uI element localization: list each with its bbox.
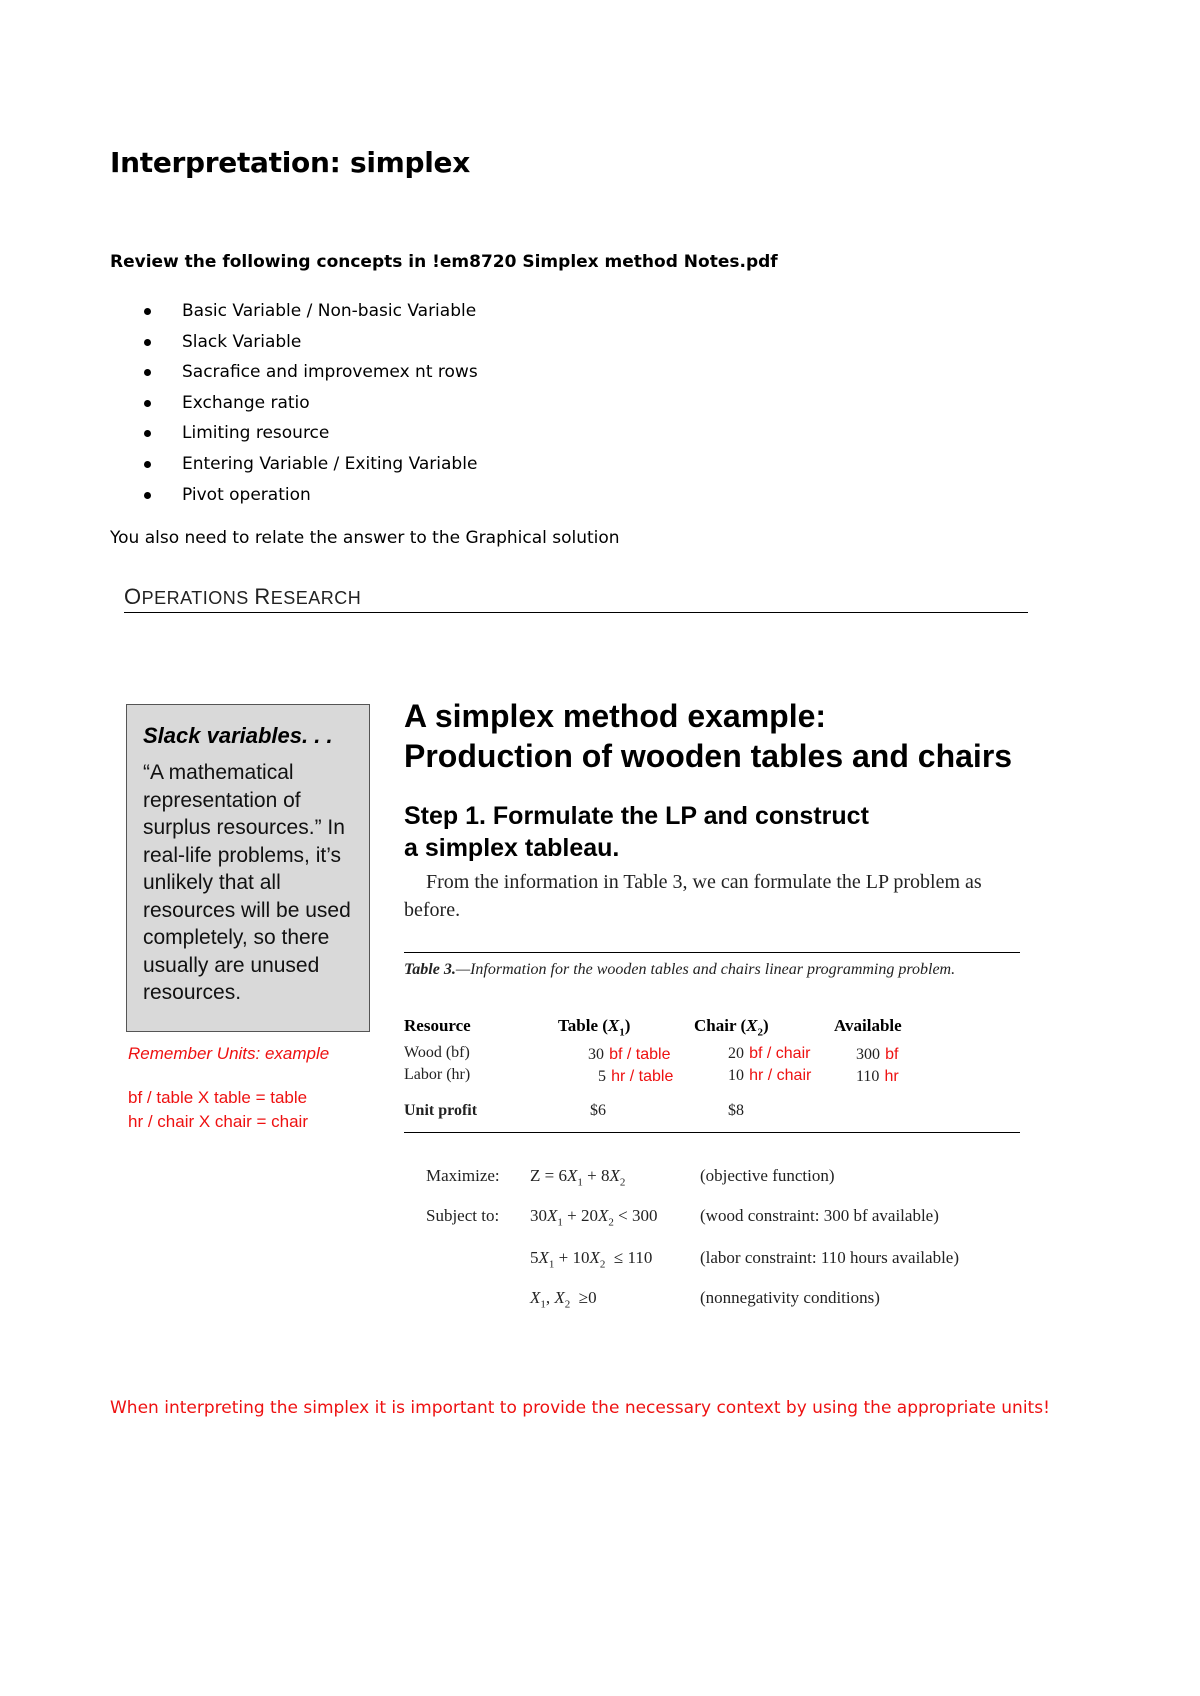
remember-units: Remember Units: example xyxy=(128,1044,330,1063)
intro-text: From the information in Table 3, we can formulate the LP problem as before. xyxy=(404,871,982,921)
constraint-wood: $30X_1 + 20X_2 < 300$ xyxy=(530,1206,658,1229)
profit-table: $6 xyxy=(590,1102,606,1119)
objective-note: (objective function) xyxy=(700,1166,835,1185)
table-top-rule xyxy=(404,952,1020,953)
page-title: Interpretation: simplex xyxy=(110,146,470,179)
list-item: Exchange ratio xyxy=(140,388,478,419)
table-caption: Table 3.—Information for the wooden tables and chairs linear programming problem. xyxy=(404,961,956,978)
constraint-nonneg: $X_1$, $X_2 \ge 0$ xyxy=(530,1288,597,1311)
sidebar-title: Slack variables. . . xyxy=(143,723,333,748)
list-item: Pivot operation xyxy=(140,480,478,511)
list-item: Entering Variable / Exiting Variable xyxy=(140,449,478,480)
excerpt-header: OPERATIONS RESEARCH xyxy=(124,584,362,609)
concept-list xyxy=(140,296,478,510)
col-header-available: Available xyxy=(834,1016,902,1035)
sidebar-body: “A mathematical representation of surplus resources.” In real-life problems, it’s unlikely that all resources will be used completely, so there usually are unused resources. xyxy=(143,761,351,1004)
row-wood-resource: Wood (bf) xyxy=(404,1044,470,1061)
list-item: Sacrafice and improvemex nt rows xyxy=(140,357,478,388)
constraint-labor: $5X_1 + 10X_2 \le 110$ xyxy=(530,1248,653,1271)
profit-label: Unit profit xyxy=(404,1102,478,1119)
unit-example-2: hr / chair X chair = chair xyxy=(128,1112,308,1131)
maximize-label: Maximize: xyxy=(426,1166,500,1185)
objective-expression: $Z = 6X_1 + 8X_2$ xyxy=(530,1166,626,1189)
subject-label: Subject to: xyxy=(426,1206,500,1225)
row-labor-chair: 10 hr / chair xyxy=(728,1067,812,1084)
slack-sidebar xyxy=(126,704,370,1032)
col-header-resource: Resource xyxy=(404,1016,471,1035)
closing-note: When interpreting the simplex it is important to provide the necessary context by using the appropriate units! xyxy=(110,1398,1050,1418)
table-bottom-rule xyxy=(404,1132,1020,1133)
list-item: Slack Variable xyxy=(140,327,478,358)
constraint-labor-note: (labor constraint: 110 hours available) xyxy=(700,1248,960,1267)
col-header-chair: Chair $(X_2)$ xyxy=(694,1016,769,1039)
header-rule xyxy=(124,612,1028,613)
constraint-wood-note: (wood constraint: 300 bf available) xyxy=(700,1206,939,1225)
list-item: Basic Variable / Non-basic Variable xyxy=(140,296,478,327)
row-labor-available: 110 hr xyxy=(856,1068,899,1085)
constraint-nonneg-note: (nonnegativity conditions) xyxy=(700,1288,880,1307)
col-header-table: Table $(X_1)$ xyxy=(558,1016,631,1039)
unit-example-1: bf / table X table = table xyxy=(128,1088,308,1107)
graphical-note: You also need to relate the answer to the Graphical solution xyxy=(110,528,620,548)
row-wood-chair: 20 bf / chair xyxy=(728,1045,811,1062)
list-item: Limiting resource xyxy=(140,418,478,449)
row-labor-resource: Labor (hr) xyxy=(404,1066,471,1083)
row-wood-table: 30 bf / table xyxy=(588,1046,671,1063)
row-labor-table: 5 hr / table xyxy=(598,1068,674,1085)
step-heading: Step 1. Formulate the LP and construct a simplex tableau. xyxy=(404,802,869,862)
example-heading: A simplex method example: Production of wooden tables and chairs xyxy=(404,698,1013,774)
row-wood-available: 300 bf xyxy=(856,1046,899,1063)
profit-chair: $8 xyxy=(728,1102,744,1119)
review-heading: Review the following concepts in !em8720 Simplex method Notes.pdf xyxy=(110,252,778,272)
